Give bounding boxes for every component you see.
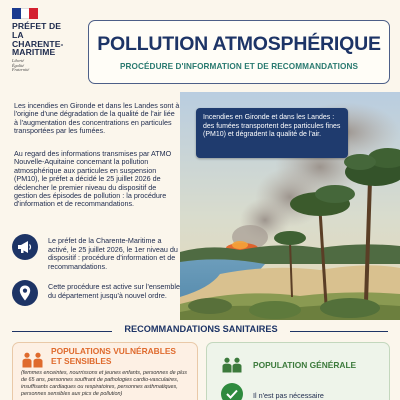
check-icon xyxy=(221,383,243,400)
prefecture-logo xyxy=(12,8,74,73)
divider-left xyxy=(12,331,112,332)
people-icon xyxy=(221,357,243,378)
megaphone-icon xyxy=(12,234,38,260)
recommendations-header xyxy=(0,322,400,338)
title-box xyxy=(88,20,390,84)
french-flag-icon xyxy=(12,8,38,19)
smoke-callout: Incendies en Gironde et dans les Landes : des fumées transportent des particules fines (PM10) et dégradent la qualité de l'air. xyxy=(196,108,348,158)
general-population-card xyxy=(206,342,390,400)
republic-motto: Liberté Égalité Fraternité xyxy=(12,58,30,73)
intro-paragraph-2: Au regard des informations transmises par ATMO Nouvelle-Aquitaine concernant la pollution atmosphérique aux particules en suspension (PM10), le préfet a décidé le 25 juillet 2026 de déclencher le premier niveau du dispositif de gestion des épisodes de pollution : la procédure d'information et de recommandations. xyxy=(14,149,172,209)
map-pin-icon xyxy=(12,280,38,306)
page-title: POLLUTION ATMOSPHÉRIQUE xyxy=(97,33,381,55)
recommendations-title: RECOMMANDATIONS SANITAIRES xyxy=(124,324,278,334)
info-activation xyxy=(12,234,180,271)
vulnerable-title: POPULATIONS VULNÉRABLES ET SENSIBLES xyxy=(51,346,177,366)
info-scope xyxy=(12,280,180,306)
general-title: POPULATION GÉNÉRALE xyxy=(253,360,357,370)
prefecture-name: PRÉFET DE LA CHARENTE-MARITIME xyxy=(12,21,64,58)
page-subtitle: PROCÉDURE D'INFORMATION ET DE RECOMMANDATIONS xyxy=(119,62,359,71)
divider-right xyxy=(290,331,388,332)
vulnerable-description: (femmes enceintes, nourrissons et jeunes enfants, personnes de plus de 65 ans, personnes souffrant de pathologies cardio-vasculaires, insuffisants cardiaques ou respiratoires, personnes asthmatiques, personnes sensibles aux pics de pollution) xyxy=(21,370,188,397)
intro-paragraph-1: Les incendies en Gironde et dans les Landes sont à l'origine d'une dégradation de la qualité de l'air liée à l'augmentation des concentrations en particules transportées par les fumées. xyxy=(14,101,180,136)
info-scope-text: Cette procédure est active sur l'ensemble du département jusqu'à nouvel ordre. xyxy=(48,282,181,300)
vulnerable-populations-card xyxy=(12,342,198,400)
info-activation-text: Le préfet de la Charente-Maritime a activé, le 25 juillet 2026, le 1er niveau du dispositif : procédure d'information et de recommandations. xyxy=(48,236,178,271)
general-first-item: Il n'est pas nécessaire xyxy=(253,391,324,400)
